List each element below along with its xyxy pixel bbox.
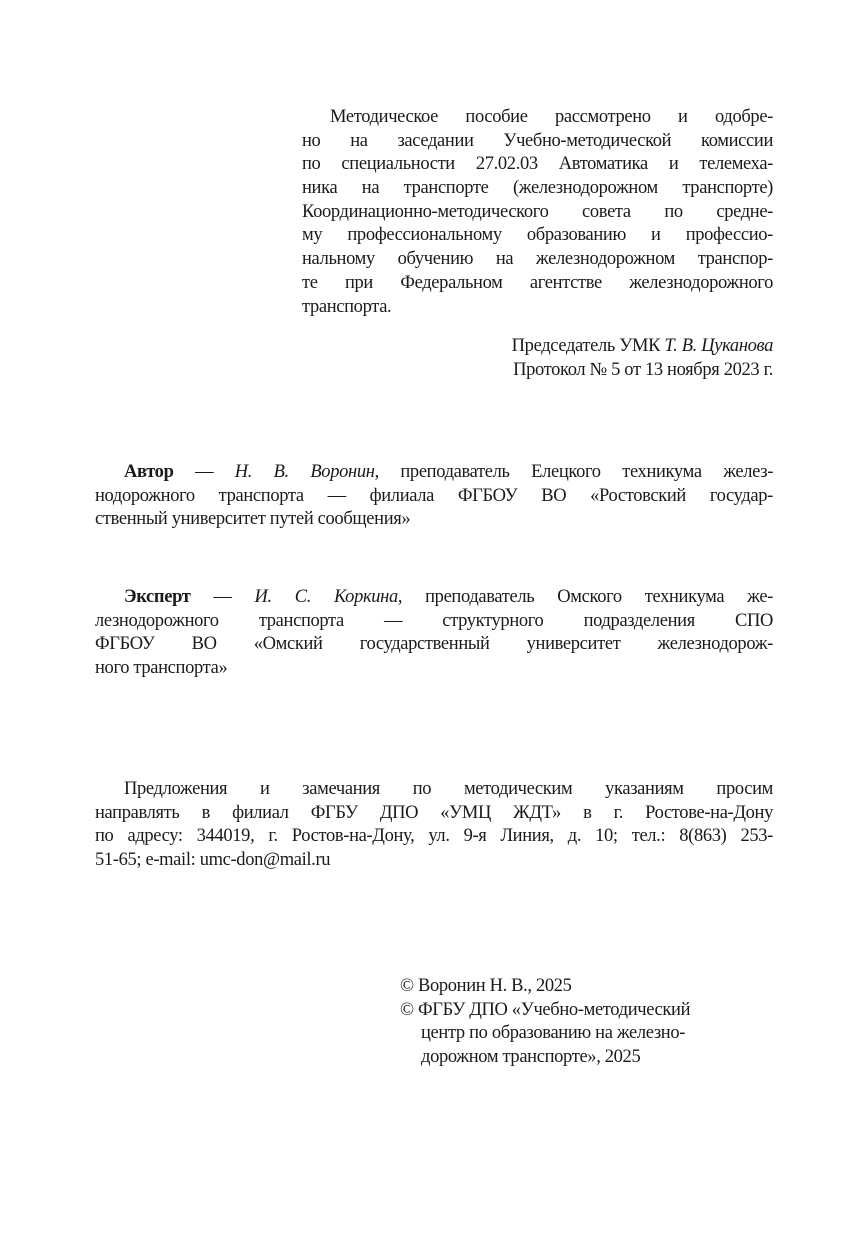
approval-line (302, 201, 773, 225)
text-segment: по адресу: 344019, г. Ростов-на-Дону, ул. 9-я Линия, д. 10; тел.: 8(863) 253- (95, 826, 773, 847)
text-segment: ственный университет путей сообщения» (95, 509, 411, 530)
text-segment: , преподаватель Елецкого техникума желез- (374, 462, 774, 482)
text-segment: ного транспорта» (95, 658, 228, 679)
text-segment: по специальности 27.02.03 Автоматика и телемеха- (302, 154, 773, 175)
suggest-line (95, 802, 773, 826)
approval-line (302, 106, 773, 130)
person-name: Т. В. Цуканова (664, 336, 773, 356)
text-segment: ника на транспорте (железнодорожном транспорте) (302, 178, 773, 199)
copyright-notice (400, 975, 773, 1070)
person-name: И. С. Коркина (254, 587, 398, 607)
text-segment: лезнодорожного транспорта — структурного подразделения СПО (95, 610, 773, 631)
text-segment: © ФГБУ ДПО «Учебно-методический (400, 999, 691, 1020)
author-line (95, 508, 773, 532)
person-name: Н. В. Воронин (234, 462, 375, 482)
approval-line (302, 177, 773, 201)
text-segment: нальному обучению на железнодорожном транспор- (302, 249, 773, 270)
role-label: Автор (124, 462, 174, 482)
approval-line (302, 248, 773, 272)
feedback-contacts (95, 778, 773, 873)
approval-line (302, 153, 773, 177)
text-segment: — (190, 587, 255, 607)
approval-note (302, 106, 773, 319)
text-segment: Предложения и замечания по методическим указаниям просим (124, 779, 773, 799)
approval-line (302, 296, 773, 320)
text-segment: му профессиональному образованию и профессио- (302, 225, 773, 246)
text-segment: Координационно-методического совета по средне- (302, 201, 773, 222)
copy-line (400, 1046, 773, 1070)
text-segment: — (173, 462, 235, 482)
text-segment: Протокол № 5 от 13 ноября 2023 г. (513, 359, 773, 380)
suggest-line (95, 825, 773, 849)
text-segment: Председатель УМК (511, 336, 665, 356)
suggest-line (95, 778, 773, 802)
text-segment: Методическое пособие рассмотрено и одобре- (330, 107, 773, 127)
author-info (95, 461, 773, 532)
copy-line (400, 975, 773, 999)
text-segment: 51-65; e-mail: umc-don@mail.ru (95, 850, 331, 871)
approval-line (302, 130, 773, 154)
expert-info (95, 586, 773, 681)
text-segment: направлять в филиал ФГБУ ДПО «УМЦ ЖДТ» в г. Ростове-на-Дону (95, 802, 773, 823)
text-segment: ФГБОУ ВО «Омский государственный университет железнодорож- (95, 634, 773, 655)
suggest-line (95, 849, 773, 873)
chair-line (402, 335, 773, 359)
text-segment: транспорта. (302, 296, 392, 317)
author-line (95, 485, 773, 509)
text-segment: те при Федеральном агентстве железнодорожного (302, 272, 773, 293)
approval-line (302, 272, 773, 296)
expert-line (95, 610, 773, 634)
copy-line (400, 1022, 773, 1046)
text-segment: но на заседании Учебно-методической комиссии (302, 130, 773, 151)
copy-line (400, 999, 773, 1023)
text-segment: , преподаватель Омского техникума же- (397, 587, 773, 607)
text-segment: нодорожного транспорта — филиала ФГБОУ ВО «Ростовский государ- (95, 485, 773, 506)
text-segment: © Воронин Н. В., 2025 (400, 976, 572, 996)
committee-chair-protocol (402, 335, 773, 382)
role-label: Эксперт (124, 587, 191, 607)
expert-line (95, 633, 773, 657)
text-segment: центр по образованию на железно- (421, 1023, 686, 1044)
expert-line (95, 586, 773, 610)
chair-line (402, 359, 773, 383)
text-segment: дорожном транспорте», 2025 (421, 1047, 641, 1068)
author-line (95, 461, 773, 485)
expert-line (95, 657, 773, 681)
approval-line (302, 224, 773, 248)
